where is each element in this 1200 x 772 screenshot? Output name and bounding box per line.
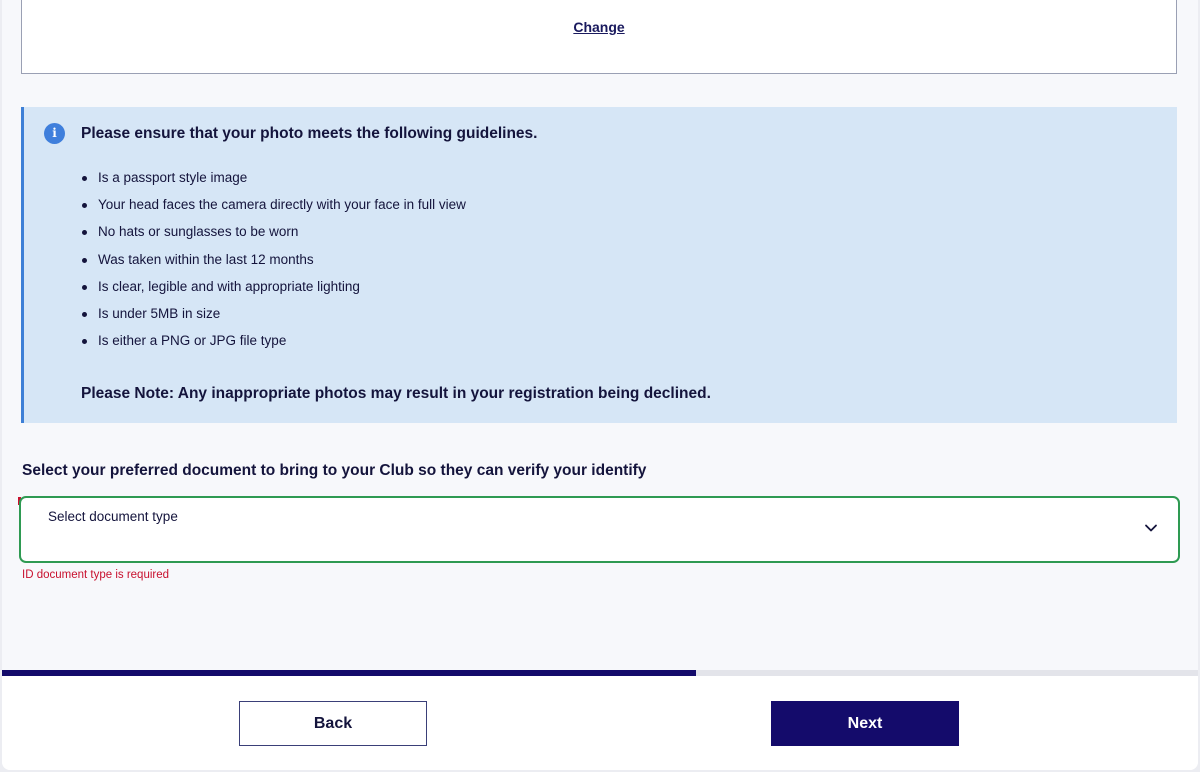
photo-guidelines-box: [21, 107, 1177, 423]
guideline-item: Was taken within the last 12 months: [81, 251, 466, 278]
guideline-item: Is clear, legible and with appropriate lighting: [81, 278, 466, 305]
document-type-select[interactable]: [19, 496, 1180, 563]
chevron-down-icon[interactable]: [1144, 521, 1158, 535]
guideline-item: Your head faces the camera directly with your face in full view: [81, 196, 466, 223]
select-document-type-label: Select document type: [48, 509, 178, 524]
document-prompt: Select your preferred document to bring to your Club so they can verify your identify: [22, 462, 647, 479]
photo-card: [21, 0, 1177, 74]
guidelines-list: [81, 169, 466, 359]
back-button[interactable]: Back: [239, 701, 427, 746]
footer-actions: [2, 676, 1198, 770]
next-button[interactable]: Next: [771, 701, 959, 746]
info-icon: i: [44, 123, 65, 144]
inappropriate-photo-note: Please Note: Any inappropriate photos may result in your registration being declined.: [81, 385, 711, 402]
guideline-item: No hats or sunglasses to be worn: [81, 223, 466, 250]
guideline-item: Is either a PNG or JPG file type: [81, 332, 466, 359]
guideline-item: Is a passport style image: [81, 169, 466, 196]
registration-page: [2, 0, 1198, 770]
change-photo-link[interactable]: Change: [573, 19, 625, 35]
guideline-item: Is under 5MB in size: [81, 305, 466, 332]
document-type-error: ID document type is required: [22, 569, 170, 581]
guidelines-title: Please ensure that your photo meets the following guidelines.: [81, 125, 538, 142]
